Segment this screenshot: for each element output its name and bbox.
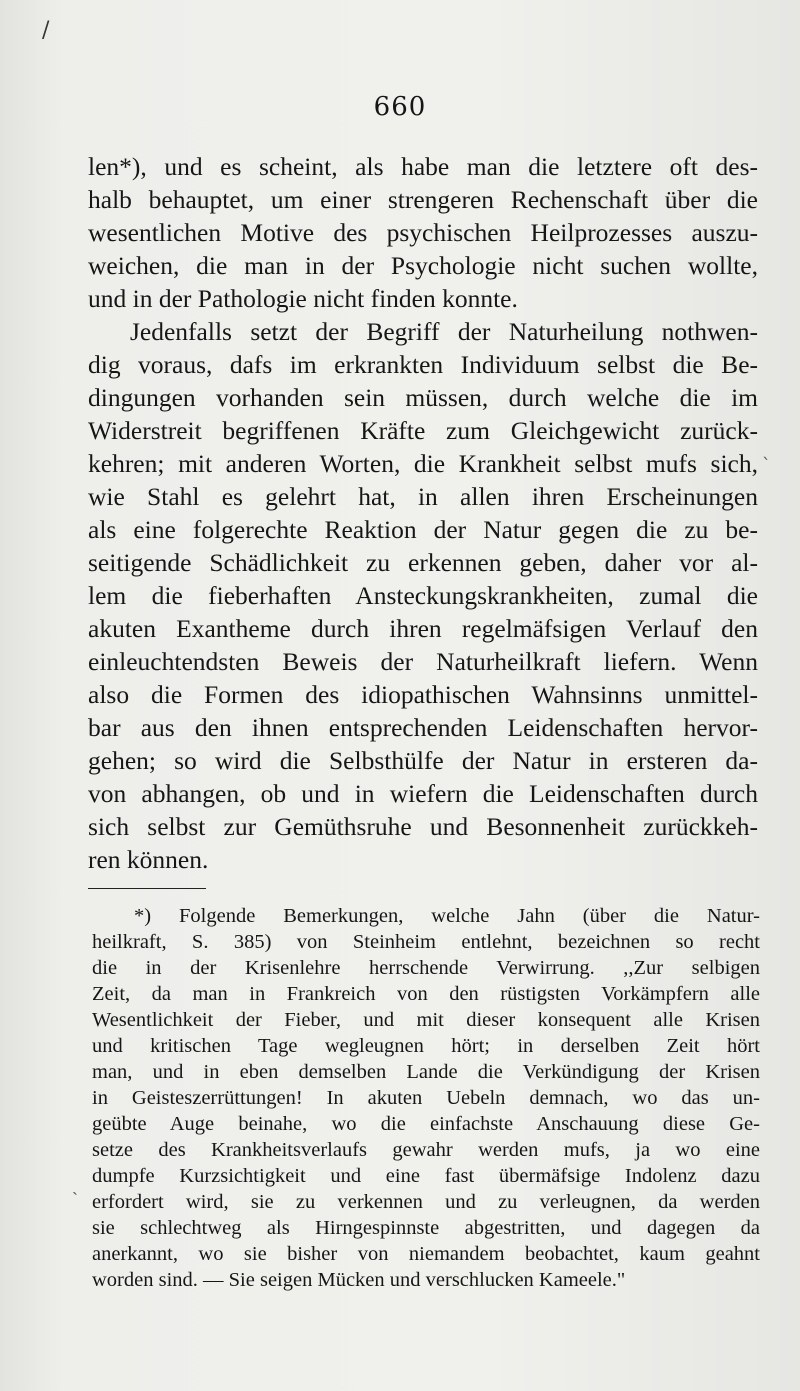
footnote-line: sie schlechtweg als Hirngespinnste abgestritten, und dagegen da <box>92 1217 760 1239</box>
text-line: einleuchtendsten Beweis der Naturheilkraft liefern. Wenn <box>88 647 758 676</box>
footnote-line: setze des Krankheitsverlaufs gewahr werden mufs, ja wo eine <box>92 1139 760 1161</box>
footnote-line: man, und in eben demselben Lande die Verkündigung der Krisen <box>92 1061 760 1083</box>
footnote-line: dumpfe Kurzsichtigkeit und eine fast übermäfsige Indolenz dazu <box>92 1165 760 1187</box>
text-line: dingungen vorhanden sein müssen, durch welche die im <box>88 383 758 412</box>
text-line: kehren; mit anderen Worten, die Krankheit selbst mufs sich, <box>88 449 758 478</box>
text-line: wie Stahl es gelehrt hat, in allen ihren Erscheinungen <box>88 482 758 511</box>
margin-tick: ˏ <box>72 1175 78 1196</box>
text-line: weichen, die man in der Psychologie nicht suchen wollte, <box>88 251 758 280</box>
text-line: als eine folgerechte Reaktion der Natur gegen die zu be- <box>88 515 758 544</box>
text-line: ren können. <box>88 845 209 874</box>
text-line: Widerstreit begriffenen Kräfte zum Gleichgewicht zurück- <box>88 416 758 445</box>
footnote-line: erfordert wird, sie zu verkennen und zu verleugnen, da werden <box>92 1191 760 1213</box>
corner-pencil-mark: / <box>42 18 50 43</box>
text-line: gehen; so wird die Selbsthülfe der Natur in ersteren da- <box>88 746 758 775</box>
footnote-line: in Geisteszerrüttungen! In akuten Uebeln demnach, wo das un- <box>92 1087 760 1109</box>
footnote-line: heilkraft, S. 385) von Steinheim entlehnt, bezeichnen so recht <box>92 931 760 953</box>
text-line: akuten Exantheme durch ihren regelmäfsigen Verlauf den <box>88 614 758 643</box>
text-line: halb behauptet, um einer strengeren Rechenschaft über die <box>88 185 758 214</box>
footnote-line: die in der Krisenlehre herrschende Verwirrung. ,,Zur selbigen <box>92 957 760 979</box>
text-line: sich selbst zur Gemüthsruhe und Besonnenheit zurückkeh- <box>88 812 758 841</box>
margin-tick: ˋ <box>762 455 771 476</box>
footnote-separator <box>88 888 206 889</box>
footnote-line: Zeit, da man in Frankreich von den rüstigsten Vorkämpfern alle <box>92 983 760 1005</box>
text-line: und in der Pathologie nicht finden konnte. <box>88 284 518 313</box>
text-line: Jedenfalls setzt der Begriff der Naturheilung nothwen- <box>130 317 758 346</box>
footnote-line: *) Folgende Bemerkungen, welche Jahn (über die Natur- <box>134 905 760 927</box>
text-line: lem die fieberhaften Ansteckungskrankheiten, zumal die <box>88 581 758 610</box>
text-line: seitigende Schädlichkeit zu erkennen geben, daher vor al- <box>88 548 758 577</box>
footnote-line: und kritischen Tage wegleugnen hört; in derselben Zeit hört <box>92 1035 760 1057</box>
text-line: von abhangen, ob und in wiefern die Leidenschaften durch <box>88 779 758 808</box>
footnote-line: worden sind. — Sie seigen Mücken und verschlucken Kameele." <box>92 1269 626 1291</box>
footnote-line: Wesentlichkeit der Fieber, und mit dieser konsequent alle Krisen <box>92 1009 760 1031</box>
text-line: wesentlichen Motive des psychischen Heilprozesses auszu- <box>88 218 758 247</box>
footnote-line: geübte Auge beinahe, wo die einfachste Anschauung diese Ge- <box>92 1113 760 1135</box>
text-line: bar aus den ihnen entsprechenden Leidenschaften hervor- <box>88 713 758 742</box>
text-line: len*), und es scheint, als habe man die letztere oft des- <box>88 152 758 181</box>
text-line: dig voraus, dafs im erkrankten Individuum selbst die Be- <box>88 350 758 379</box>
footnote-line: anerkannt, wo sie bisher von niemandem beobachtet, kaum geahnt <box>92 1243 760 1265</box>
page-number: 660 <box>373 92 427 122</box>
text-line: also die Formen des idiopathischen Wahnsinns unmittel- <box>88 680 758 709</box>
